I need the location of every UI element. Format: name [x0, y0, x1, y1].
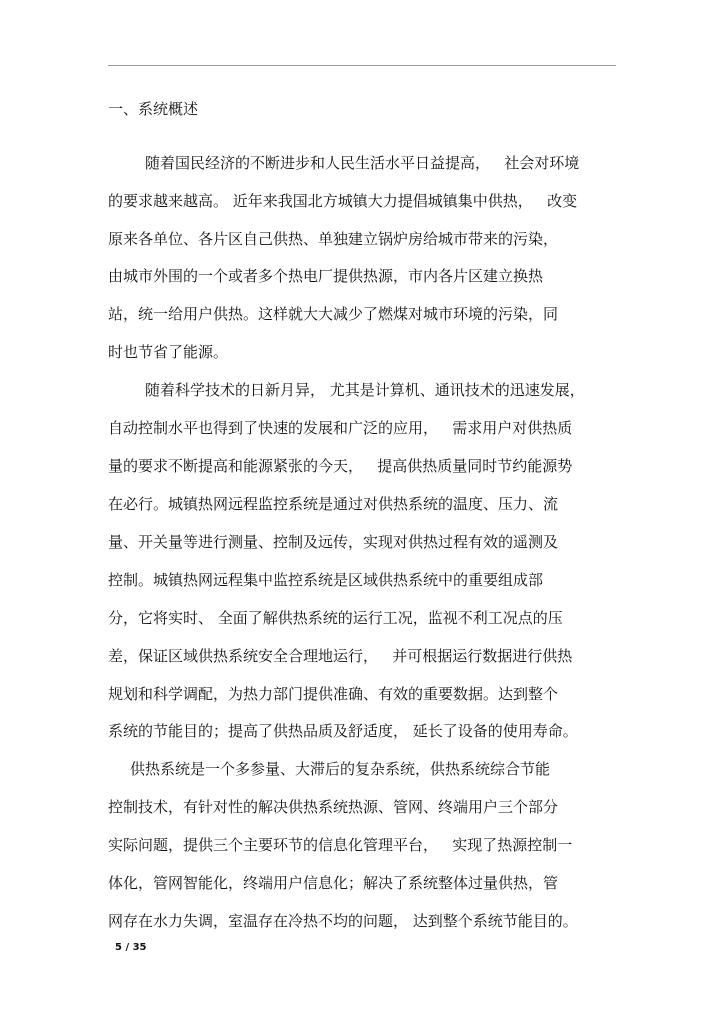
text-line: 体化，管网智能化，终端用户信息化；解决了系统整体过量供热，管 [108, 874, 559, 892]
text-line: 在必行。城镇热网远程监控系统是通过对供热系统的温度、压力、流 [108, 495, 559, 513]
text-line: 时也节省了能源。 [108, 343, 229, 361]
text-line: 站，统一给用户供热。这样就大大减少了燃煤对城市环境的污染，同 [108, 305, 559, 323]
text-line: 随着国民经济的不断进步和人民生活水平日益提高， 社会对环境 [145, 154, 580, 172]
page-number: 5 / 35 [115, 942, 147, 953]
text-line: 分，它将实时、 全面了解供热系统的运行工况，监视不利工况点的压 [108, 609, 563, 627]
text-line: 量、开关量等进行测量、控制及远传，实现对供热过程有效的遥测及 [108, 533, 559, 551]
text-line: 网存在水力失调，室温存在冷热不均的问题， 达到整个系统节能目的。 [108, 912, 578, 930]
text-line: 控制技术，有针对性的解决供热系统热源、管网、终端用户三个部分 [108, 798, 559, 816]
text-line: 供热系统是一个多参量、大滞后的复杂系统，供热系统综合节能 [130, 760, 551, 778]
text-line: 差，保证区域供热系统安全合理地运行， 并可根据运行数据进行供热 [108, 647, 573, 665]
text-line: 系统的节能目的；提高了供热品质及舒适度， 延长了设备的使用寿命。 [108, 722, 578, 740]
text-line: 实际问题，提供三个主要环节的信息化管理平台， 实现了热源控制一 [108, 836, 573, 854]
text-line: 规划和科学调配，为热力部门提供准确、有效的重要数据。达到整个 [108, 685, 559, 703]
text-line: 量的要求不断提高和能源紧张的今天， 提高供热质量同时节约能源势 [108, 457, 573, 475]
section-heading: 一、系统概述 [108, 100, 199, 118]
text-line: 原来各单位、各片区自己供热、单独建立锅炉房给城市带来的污染， [108, 230, 559, 248]
text-line: 自动控制水平也得到了快速的发展和广泛的应用， 需求用户对供热质 [108, 419, 573, 437]
text-line: 控制。城镇热网远程集中监控系统是区域供热系统中的重要组成部 [108, 571, 544, 589]
text-line: 由城市外围的一个或者多个热电厂提供热源，市内各片区建立换热 [108, 267, 544, 285]
header-rule [108, 65, 616, 66]
text-line: 随着科学技术的日新月异， 尤其是计算机、通讯技术的迅速发展， [145, 381, 585, 399]
text-line: 的要求越来越高。 近年来我国北方城镇大力提倡城镇集中供热， 改变 [108, 192, 578, 210]
